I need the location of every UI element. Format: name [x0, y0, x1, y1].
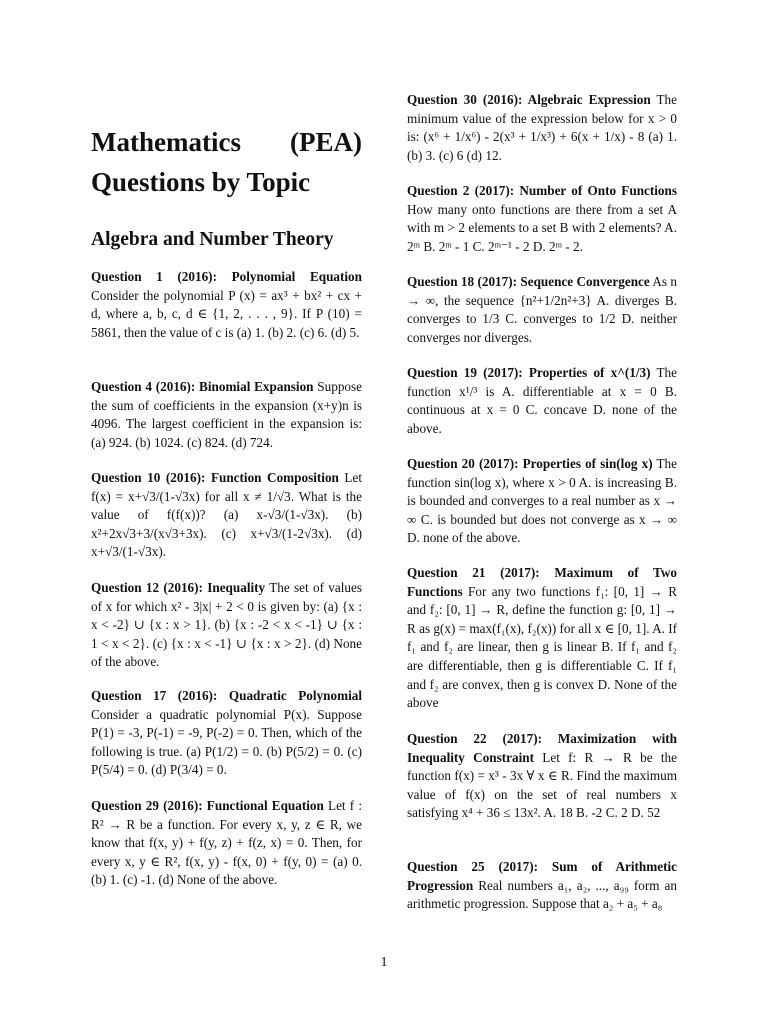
question-paragraph [407, 182, 677, 256]
page-number: 1 [380, 955, 388, 970]
question-heading: Question 20 (2017): Properties of sin(log x) [407, 456, 653, 471]
question-paragraph [91, 268, 362, 342]
question-heading: Question 18 (2017): Sequence Convergence [407, 274, 650, 289]
section-heading: Algebra and Number Theory [91, 229, 334, 250]
question-heading: Question 17 (2016): Quadratic Polynomial [91, 688, 362, 703]
question-text: Real numbers a₁, a₂, ..., a₉₉ form an arithmetic progression. Suppose that a₂ + a₅ + a₈ [407, 877, 677, 912]
document-title [91, 122, 362, 202]
question-text: For any two functions f₁: [0, 1] → R and f₂: [0, 1] → R, define the function g: [0, 1] → R as g(x) = max(f₁(x), f₂(x)) for all x ∈ [0, 1]. A. If f₁ and f₂ are linear, then g is linear B. If f₁ and f₂ are differentiable, then g is differentiable C. If f₁ and f₂ are convex, then g is convex D. None of the above [407, 583, 677, 711]
question-text: Consider the polynomial P (x) = ax³ + bx² + cx + d, where a, b, c, d ∈ {1, 2, . . . , 9}. If P (10) = 5861, then the value of c is (a) 1. (b) 2. (c) 6. (d) 5. [91, 287, 362, 340]
question-heading: Question 22 (2017): Maximization with Inequality Constraint [407, 731, 677, 765]
question-heading: Question 25 (2017): Sum of Arithmetic Progression [407, 859, 677, 893]
question-text: Let f : R² → R be a function. For every x, y, z ∈ R, we know that f(x, y) + f(y, z) + f(z, x) = 0. Then, for every x, y ∈ R², f(x, y) - f(x, 0) + f(y, 0) = (a) 0. (b) 1. (c) -1. (d) None of the above. [91, 798, 362, 888]
question-text: How many onto functions are there from a set A with m > 2 elements to a set B with 2 elements? A. 2ᵐ B. 2ᵐ - 1 C. 2ᵐ⁻¹ - 2 D. 2ᵐ - 2. [407, 201, 677, 254]
question-paragraph [407, 564, 677, 713]
question-paragraph [91, 797, 362, 890]
question-heading: Question 30 (2016): Algebraic Expression [407, 92, 651, 107]
question-paragraph [91, 378, 362, 452]
question-paragraph [91, 687, 362, 780]
question-text: Let f: R → R be the function f(x) = x³ - 3x ∀ x ∈ R. Find the maximum value of f(x) on the set of real numbers x satisfying x⁴ + 36 ≤ 13x². A. 18 B. -2 C. 2 D. 52 [407, 749, 677, 821]
question-paragraph [407, 858, 677, 914]
question-paragraph [91, 469, 362, 562]
question-heading: Question 19 (2017): Properties of x^(1/3) [407, 365, 651, 380]
question-paragraph [407, 455, 677, 548]
question-text: Let f(x) = x+√3/(1-√3x) for all x ≠ 1/√3. What is the value of f(f(x))? (a) x-√3/(1-√3x). (b) x²+2x√3+3/(x√3+3x). (c) x+√3/(1-2√3x). (d) x+√3/(1-√3x). [91, 470, 362, 560]
question-paragraph [91, 579, 362, 672]
question-heading: Question 10 (2016): Function Composition [91, 470, 339, 485]
question-paragraph [407, 273, 677, 347]
title-line-1: Mathematics (PEA) [91, 127, 362, 157]
question-text: The set of values of x for which x² - 3|x| + 2 < 0 is given by: (a) {x : x < -2} ∪ {x : x > 1}. (b) {x : -2 < x < -1} ∪ {x : 1 < x < 2}. (c) {x : x < -1} ∪ {x : x > 2}. (d) None of the above. [91, 580, 362, 670]
question-text: Consider a quadratic polynomial P(x). Suppose P(1) = -3, P(-1) = -9, P(-2) = 0. Then, which of the following is true. (a) P(1/2) = 0. (b) P(5/2) = 0. (c) P(5/4) = 0. (d) P(3/4) = 0. [91, 706, 362, 778]
question-heading: Question 12 (2016): Inequality [91, 580, 266, 595]
question-heading: Question 29 (2016): Functional Equation [91, 798, 324, 813]
question-heading: Question 4 (2016): Binomial Expansion [91, 379, 314, 394]
question-text: Suppose the sum of coefficients in the expansion (x+y)n is 4096. The largest coefficient in the expansion is: (a) 924. (b) 1024. (c) 824. (d) 724. [91, 379, 362, 450]
question-heading: Question 2 (2017): Number of Onto Functions [407, 183, 677, 198]
title-line-2: Questions by Topic [91, 167, 311, 197]
question-text: The function sin(log x), where x > 0 A. is increasing B. is bounded and converges to a real number as x → ∞ C. is bounded but does not converge as x → ∞ D. none of the above. [407, 456, 677, 546]
question-heading: Question 1 (2016): Polynomial Equation [91, 269, 362, 284]
question-text: The minimum value of the expression below for x > 0 is: (x⁶ + 1/x⁶) - 2(x³ + 1/x³) + 6(x + 1/x) - 8 (a) 1. (b) 3. (c) 6 (d) 12. [407, 92, 678, 163]
question-heading: Question 21 (2017): Maximum of Two Functions [407, 565, 677, 599]
question-paragraph [407, 730, 677, 823]
question-text: As n → ∞, the sequence {n²+1/2n²+3} A. diverges B. converges to 1/3 C. converges to 1/2 D. neither converges nor diverges. [407, 274, 677, 345]
question-text: The function x¹/³ is A. differentiable at x = 0 B. continuous at x = 0 C. concave D. none of the above. [407, 365, 677, 436]
question-paragraph [407, 364, 677, 438]
question-paragraph [407, 91, 677, 165]
